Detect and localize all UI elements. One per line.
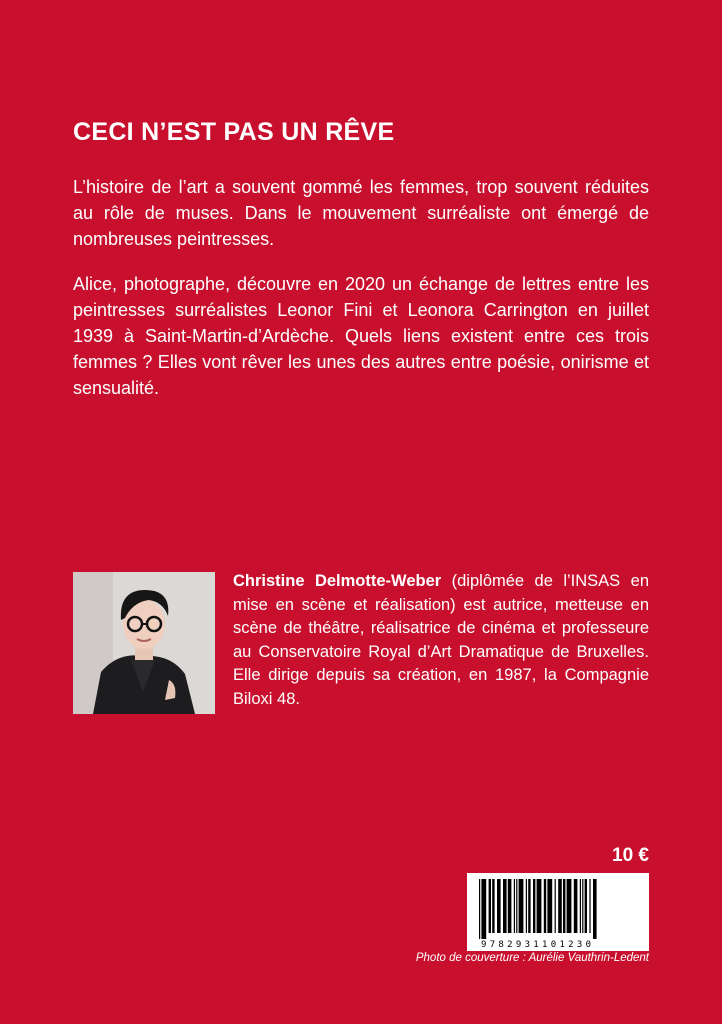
book-title: CECI N’EST PAS UN RÊVE [73,118,395,146]
barcode-bar [580,879,581,933]
barcode-bar [508,879,512,933]
barcode-bar [544,879,546,933]
author-name: Christine Delmotte-Weber [233,572,442,590]
barcode-bar [479,879,480,939]
barcode-bar [514,879,515,933]
barcode-bar [537,879,542,933]
author-photo [73,572,215,714]
author-portrait-illustration [73,572,215,714]
back-cover-blurb [73,174,649,420]
blurb-paragraph-2: Alice, photographe, découvre en 2020 un échange de lettres entre les peintresses surréalistes Leonor Fini et Leonora Carrington en juillet 1939 à Saint-Martin-d’Ardèche. Quels liens existent entre ces trois femmes ? Elles vont rêver les unes des autres entre poésie, onirisme et sensualité. [73,274,649,398]
barcode-bar [516,879,517,933]
barcode-bar [585,879,587,933]
author-bio [233,570,649,711]
barcode-bar [589,879,590,933]
barcode-bar [574,879,578,933]
barcode-bar [519,879,524,933]
price-label: 10 € [612,845,649,866]
isbn-barcode [467,873,649,951]
barcode-bar [489,879,491,933]
barcode-bar [567,879,572,933]
barcode-bar [558,879,562,933]
barcode-bar [497,879,501,933]
barcode-bar [481,879,486,939]
author-bio-text: (diplômée de l’INSAS en mise en scène et réalisation) est autrice, metteuse en scène de théâtre, réalisatrice de cinéma et professeure au Conservatoire Royal d’Art Dramatique de Bruxelles. Elle dirige depuis sa création, en 1987, la Compagnie Biloxi 48. [233,572,649,708]
isbn-digits: 9782931101230 [481,940,595,950]
barcode-bar [533,879,535,933]
barcode-bar [492,879,494,933]
barcode-bar [563,879,565,933]
barcode-bar [547,879,552,933]
barcode-bars [475,879,641,939]
barcode-bar [593,879,597,939]
barcode-bar [528,879,530,933]
photo-credit: Photo de couverture : Aurélie Vauthrin-Ledent [415,952,649,964]
barcode-bar [555,879,556,933]
blurb-paragraph-1: L’histoire de l’art a souvent gommé les femmes, trop souvent réduites au rôle de muses. Dans le mouvement surréaliste ont émergé de nombreuses peintresses. [73,177,649,249]
barcode-bar [503,879,507,933]
barcode-bar [582,879,583,933]
barcode-bar [526,879,527,933]
